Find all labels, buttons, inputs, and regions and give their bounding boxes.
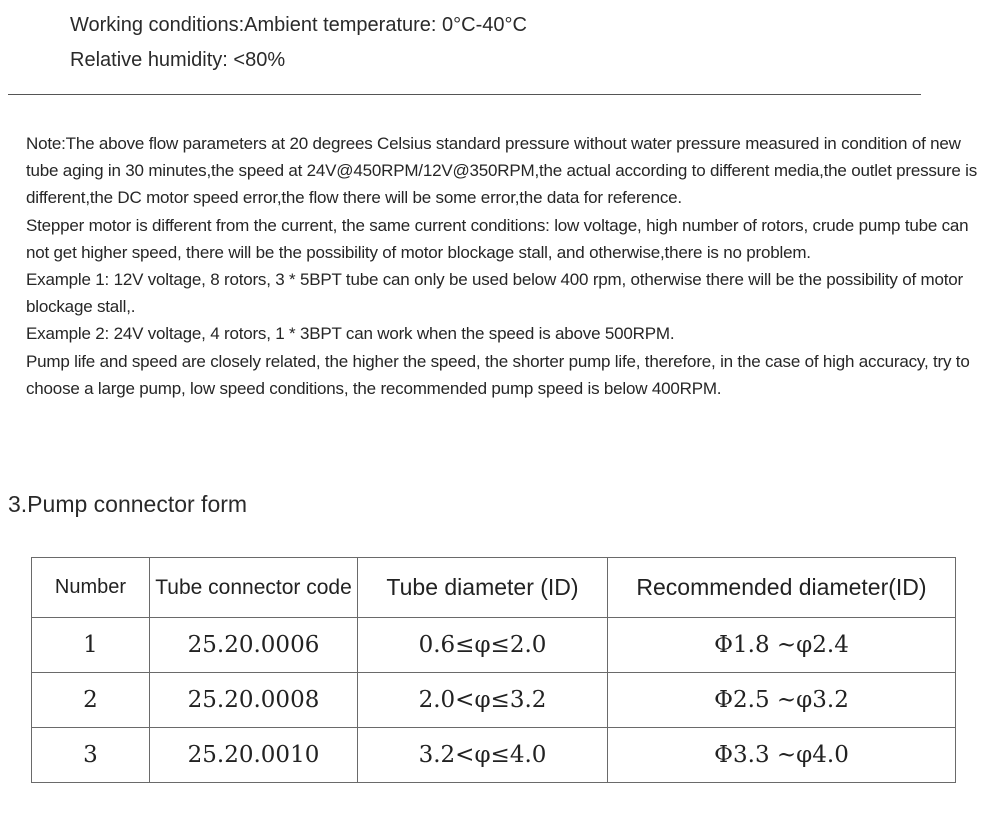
divider xyxy=(8,94,921,95)
header-tube-connector-code: Tube connector code xyxy=(150,558,358,618)
table-row xyxy=(32,618,956,673)
cell-code: 25.20.0010 xyxy=(150,728,358,783)
working-conditions xyxy=(70,8,527,78)
cell-number: 3 xyxy=(32,728,150,783)
working-conditions-temperature: Working conditions:Ambient temperature: 0°C-40°C xyxy=(70,14,527,36)
header-tube-diameter: Tube diameter (ID) xyxy=(358,558,608,618)
cell-tube-diameter: 2.0<φ≤3.2 xyxy=(358,673,608,728)
working-conditions-humidity: Relative humidity: <80% xyxy=(70,49,286,71)
table-row xyxy=(32,728,956,783)
cell-tube-diameter: 3.2<φ≤4.0 xyxy=(358,728,608,783)
note-paragraph: Note:The above flow parameters at 20 degrees Celsius standard pressure without water pressure measured in condition of new tube aging in 30 minutes,the speed at 24V@450RPM/12V@350RPM,the actual according to different media,the outlet pressure is different,the DC motor speed error,the flow there will be some error,the data for reference. xyxy=(26,134,978,208)
note-paragraph: Example 1: 12V voltage, 8 rotors, 3 * 5BPT tube can only be used below 400 rpm, otherwise there will be the possibility of motor blockage stall,. xyxy=(26,270,963,317)
section-title: 3.Pump connector form xyxy=(8,491,248,517)
cell-recommended-diameter: Φ3.3 ~φ4.0 xyxy=(608,728,956,783)
cell-number: 1 xyxy=(32,618,150,673)
note-paragraph: Stepper motor is different from the current, the same current conditions: low voltage, high number of rotors, crude pump tube can not get higher speed, there will be the possibility of motor blockage stall, and otherwise,there is no problem. xyxy=(26,215,969,262)
header-number: Number xyxy=(32,558,150,618)
header-recommended-diameter: Recommended diameter(ID) xyxy=(608,558,956,618)
pump-connector-table xyxy=(31,557,956,783)
cell-number: 2 xyxy=(32,673,150,728)
cell-code: 25.20.0006 xyxy=(150,618,358,673)
table-row xyxy=(32,673,956,728)
cell-tube-diameter: 0.6≤φ≤2.0 xyxy=(358,618,608,673)
cell-recommended-diameter: Φ2.5 ~φ3.2 xyxy=(608,673,956,728)
cell-recommended-diameter: Φ1.8 ~φ2.4 xyxy=(608,618,956,673)
table-header-row xyxy=(32,558,956,618)
cell-code: 25.20.0008 xyxy=(150,673,358,728)
note-paragraph: Pump life and speed are closely related, the higher the speed, the shorter pump life, therefore, in the case of high accuracy, try to choose a large pump, low speed conditions, the recommended pump speed is below 400RPM. xyxy=(26,351,970,398)
note-block xyxy=(26,130,986,402)
note-paragraph: Example 2: 24V voltage, 4 rotors, 1 * 3BPT can work when the speed is above 500RPM. xyxy=(26,324,675,344)
